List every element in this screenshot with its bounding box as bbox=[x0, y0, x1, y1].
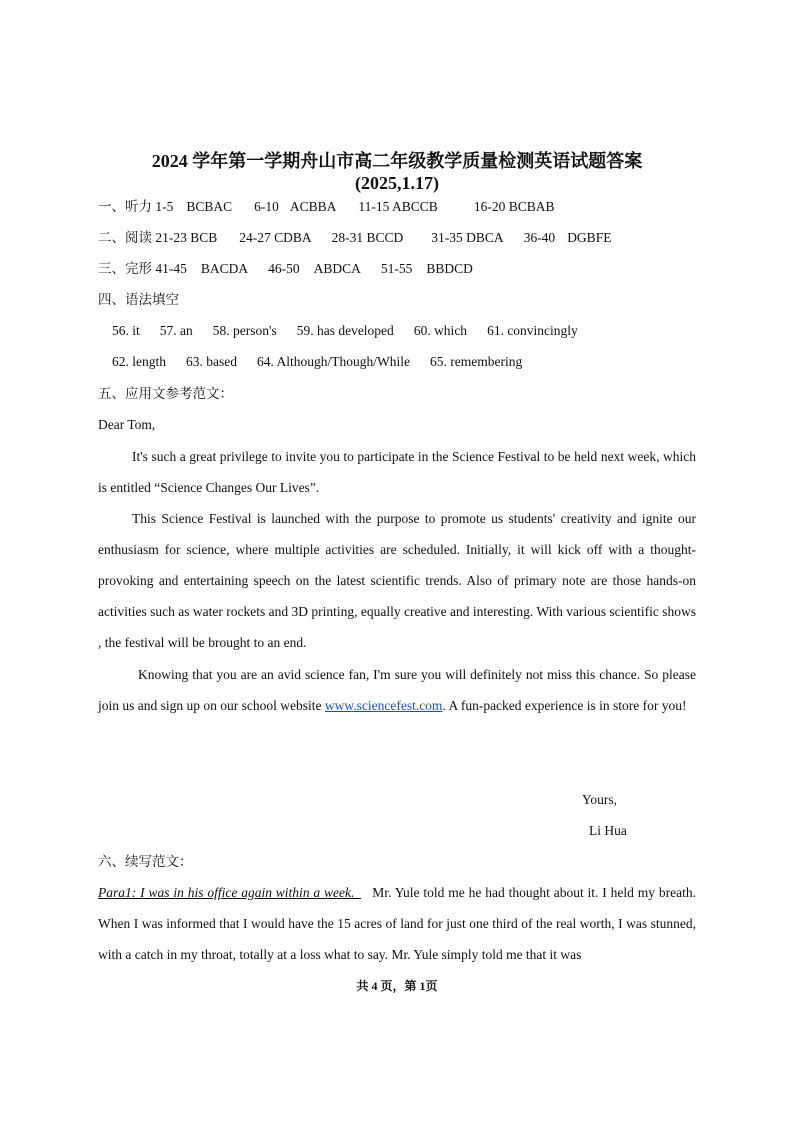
reading-ans-5: DGBFE bbox=[567, 230, 612, 245]
grammar-row-1 bbox=[112, 322, 578, 340]
letter-paragraph-3 bbox=[98, 659, 696, 721]
grammar-answer: 57. an bbox=[159, 323, 193, 338]
grammar-heading: 四、语法填空 bbox=[98, 292, 179, 307]
listening-answers bbox=[98, 198, 554, 216]
cloze-ans-3: BBDCD bbox=[426, 261, 473, 276]
letter-closing: Yours, bbox=[582, 792, 618, 807]
grammar-answer: 64. Although/Though/While bbox=[257, 354, 410, 369]
reading-range-5: 36-40 bbox=[523, 230, 556, 245]
letter-paragraph-2: This Science Festival is launched with the purpose to promote us students' creativity and ignite our enthusiasm for science, where multiple activities are scheduled. Initially, it will kick off with a thought-provoking and entertaining speech on the latest scientific trends. Also of primary note are those hands-on activities such as water rockets and 3D printing, equally creative and interesting. With various scientific shows , the festival will be brought to an end. bbox=[98, 511, 696, 650]
page-date: (2025,1.17) bbox=[355, 173, 439, 193]
listening-range-3: 11-15 ABCCB bbox=[358, 199, 438, 214]
grammar-answer: 61. convincingly bbox=[487, 323, 578, 338]
grammar-answer: 58. person's bbox=[212, 323, 277, 338]
reading-group-2: 24-27 CDBA bbox=[239, 230, 312, 245]
listening-range-1: 一、听力 1-5 bbox=[98, 199, 174, 214]
letter-paragraph-3-text: Knowing that you are an avid science fan, I'm sure you will definitely not miss this chance. So please join us and sign up on our school website bbox=[98, 667, 696, 713]
reading-group-3: 28-31 BCCD bbox=[331, 230, 404, 245]
grammar-answer: 63. based bbox=[186, 354, 237, 369]
listening-range-4: 16-20 BCBAB bbox=[473, 199, 555, 214]
listening-ans-2: ACBBA bbox=[289, 199, 337, 214]
grammar-row-2 bbox=[112, 353, 522, 371]
cloze-range-1: 三、完形 41-45 bbox=[98, 261, 187, 276]
cloze-range-3: 51-55 bbox=[380, 261, 413, 276]
cloze-ans-2: ABDCA bbox=[313, 261, 361, 276]
cloze-answers bbox=[98, 260, 473, 278]
grammar-answer: 62. length bbox=[112, 354, 166, 369]
page-footer: 共 4 页，第 1页 bbox=[356, 979, 438, 993]
letter-paragraph-3-end: . A fun-packed experience is in store for you! bbox=[442, 698, 687, 713]
listening-ans-1: BCBAC bbox=[186, 199, 233, 214]
reading-answers bbox=[98, 229, 611, 247]
grammar-answer: 60. which bbox=[413, 323, 468, 338]
grammar-answer: 59. has developed bbox=[296, 323, 394, 338]
website-link[interactable]: www.sciencefest.com bbox=[324, 698, 443, 713]
grammar-answer: 65. remembering bbox=[430, 354, 523, 369]
cloze-range-2: 46-50 bbox=[268, 261, 300, 276]
listening-range-2: 6-10 bbox=[254, 199, 279, 214]
letter-salutation: Dear Tom, bbox=[98, 417, 156, 432]
continuation-paragraph bbox=[98, 877, 696, 970]
cloze-ans-1: BACDA bbox=[200, 261, 249, 276]
letter-paragraph-1: It's such a great privilege to invite you to participate in the Science Festival to be held next week, which is entitled “Science Changes Our Lives”. bbox=[98, 449, 696, 495]
grammar-answer: 56. it bbox=[112, 323, 140, 338]
page-title: 2024 学年第一学期舟山市高二年级教学质量检测英语试题答案 bbox=[151, 151, 643, 171]
reading-group-1: 二、阅读 21-23 BCB bbox=[98, 230, 218, 245]
letter-signature: Li Hua bbox=[589, 823, 627, 838]
para1-prompt: Para1: I was in his office again within a week. bbox=[98, 885, 355, 900]
writing-heading: 五、应用文参考范文： bbox=[98, 386, 233, 401]
continuation-heading: 六、续写范文： bbox=[98, 854, 193, 869]
continuation-text: Mr. Yule told me he had thought about it. I held my breath. When I was informed that I would have the 15 acres of land for just one third of the real worth, I was stunned, with a catch in my throat, totally at a loss what to say. Mr. Yule simply told me that it was bbox=[98, 885, 696, 962]
reading-group-4: 31-35 DBCA bbox=[431, 230, 504, 245]
